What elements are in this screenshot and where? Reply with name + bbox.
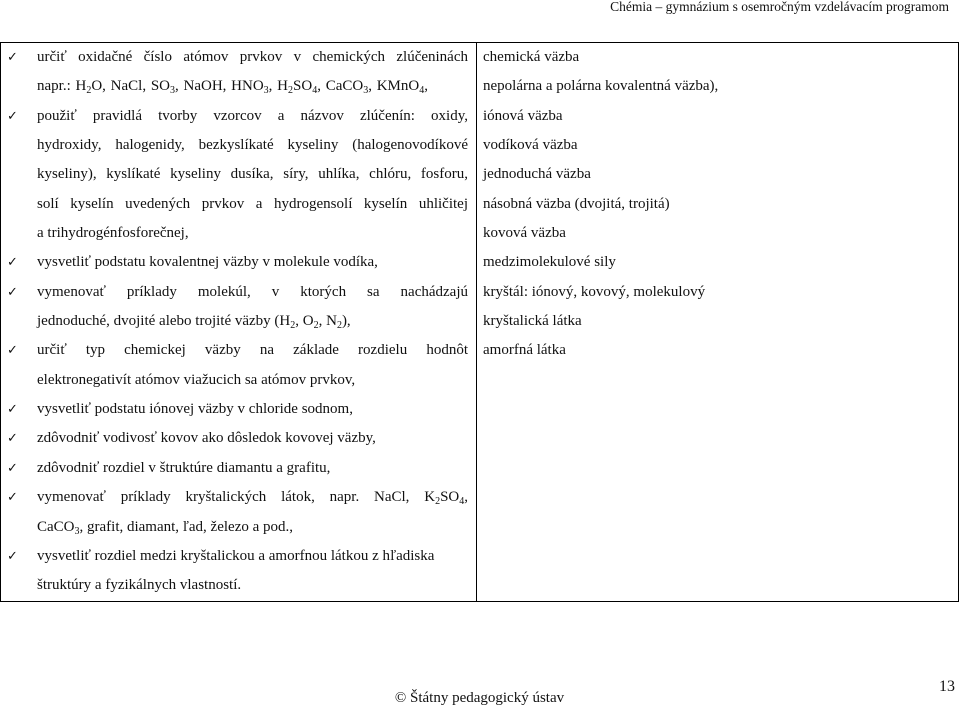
terms-cell xyxy=(477,43,959,602)
objective-line: ✓ zdôvodniť vodivosť kovov ako dôsledok kovovej väzby, xyxy=(37,424,468,453)
term-item: chemická väzba xyxy=(483,49,580,65)
objective-line: solí kyselín uvedených prvkov a hydrogensolí kyselín uhličitej xyxy=(37,195,468,212)
objective-line: napr.: $H_2O$, NaCl, $SO_3$, NaOH, $HNO_3$, $H_2SO_4$, CaCO$_3$, KMnO$_4$, xyxy=(37,78,428,97)
term-item: kryštál: iónový, kovový, molekulový xyxy=(483,283,706,300)
objectives-cell xyxy=(1,43,477,602)
objective-line: ✓ vysvetliť podstatu kovalentnej väzby v molekule vodíka, xyxy=(37,248,468,277)
term-item: vodíková väzba xyxy=(483,137,578,154)
objective-line: ✓ určiť typ chemickej väzby na základe rozdielu hodnôt xyxy=(37,336,468,365)
check-icon: ✓ xyxy=(7,490,18,506)
check-icon: ✓ xyxy=(7,548,18,564)
check-icon: ✓ xyxy=(7,402,18,418)
objective-line: ✓ vysvetliť rozdiel medzi kryštalickou a amorfnou látkou z hľadiska xyxy=(37,542,468,571)
term-item: násobná väzba (dvojitá, trojitá) xyxy=(483,195,670,212)
objective-line: ✓ zdôvodniť rozdiel v štruktúre diamantu a grafitu, xyxy=(37,454,468,483)
header-title: Chémia – gymnázium s osemročným vzdelávacím programom xyxy=(610,0,949,14)
footer-copyright: © Štátny pedagogický ústav xyxy=(394,690,565,706)
check-icon: ✓ xyxy=(7,255,18,271)
check-icon: ✓ xyxy=(7,431,18,447)
objective-line: elektronegativít atómov viažucich sa atómov prvkov, xyxy=(37,371,356,388)
objective-line: štruktúry a fyzikálnych vlastností. xyxy=(37,577,242,594)
term-item: kryštalická látka xyxy=(483,313,582,330)
term-item: nepolárna a polárna kovalentná väzba), xyxy=(483,78,719,95)
objective-line: a trihydrogénfosforečnej, xyxy=(37,225,189,242)
objective-line: ✓ vysvetliť podstatu iónovej väzby v chloride sodnom, xyxy=(37,395,468,424)
objective-line: CaCO$_3$, grafit, diamant, ľad, železo a pod., xyxy=(37,518,294,537)
page-header xyxy=(0,0,959,14)
term-item: amorfná látka xyxy=(483,342,566,359)
check-icon: ✓ xyxy=(7,108,18,124)
check-icon: ✓ xyxy=(7,343,18,359)
page-number: 13 xyxy=(939,678,955,695)
objective-line: ✓ použiť pravidlá tvorby vzorcov a názvov zlúčenín: oxidy, xyxy=(37,102,468,131)
objective-line: kyseliny), kyslíkaté kyseliny dusíka, síry, uhlíka, chlóru, fosforu, xyxy=(37,166,468,183)
term-item: medzimolekulové sily xyxy=(483,254,616,271)
term-item: kovová väzba xyxy=(483,225,566,242)
objective-line: hydroxidy, halogenidy, bezkyslíkaté kyseliny (halogenovodíkové xyxy=(37,137,468,154)
check-icon: ✓ xyxy=(7,284,18,300)
term-item: jednoduchá väzba xyxy=(483,166,591,183)
objective-line: ✓ určiť oxidačné číslo atómov prvkov v chemických zlúčeninách xyxy=(37,43,468,72)
content-table xyxy=(0,42,959,602)
check-icon: ✓ xyxy=(7,460,18,476)
check-icon: ✓ xyxy=(7,50,18,65)
objective-line: jednoduché, dvojité alebo trojité väzby ($H_2$, $O_2$, $N_2$), xyxy=(37,313,351,332)
objective-line: ✓ vymenovať príklady molekúl, v ktorých sa nachádzajú xyxy=(37,278,468,307)
objective-line: ✓ vymenovať príklady kryštalických látok, napr. NaCl, $K_2SO_4$, xyxy=(37,483,468,512)
term-item: iónová väzba xyxy=(483,107,563,124)
